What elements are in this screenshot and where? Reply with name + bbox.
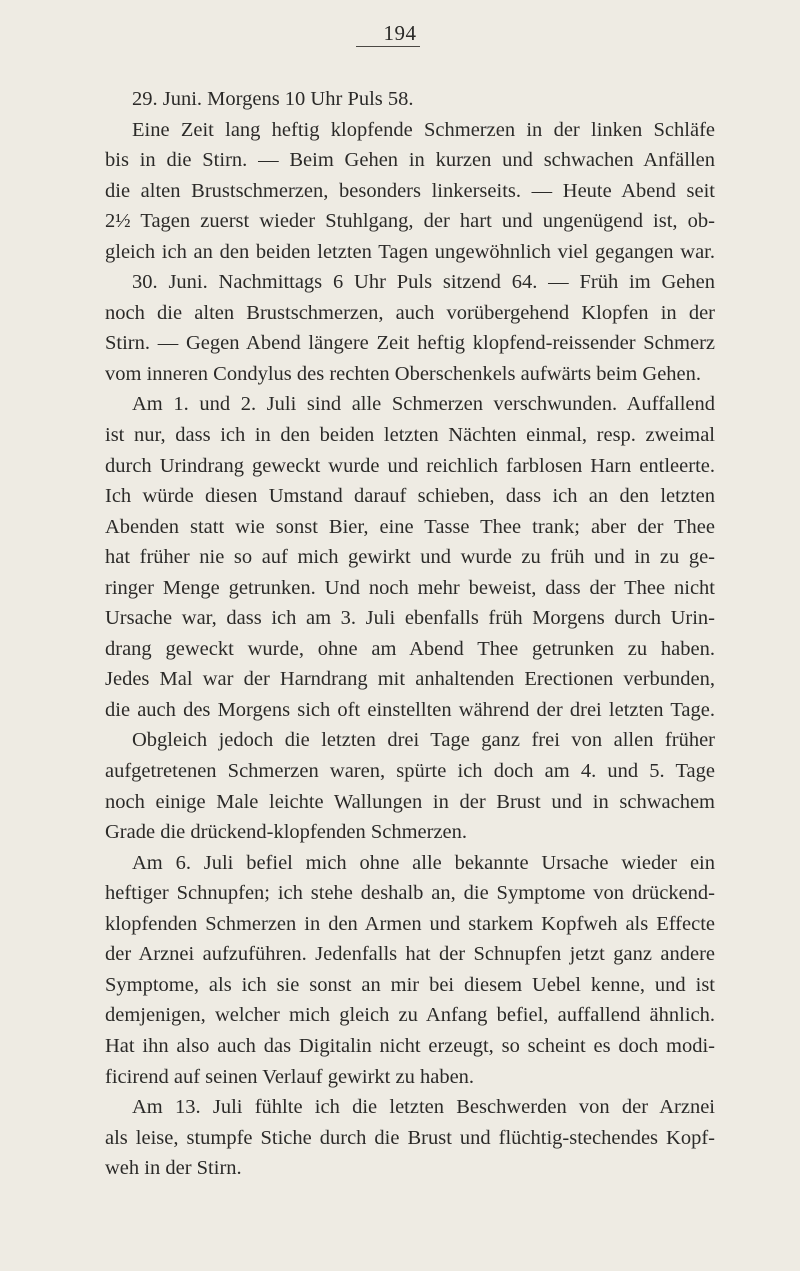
text-line: Eine Zeit lang heftig klopfende Schmerzen in der linken Schläfe — [132, 118, 715, 141]
text-line: klopfenden Schmerzen in den Armen und starkem Kopfweh als Effecte — [105, 912, 715, 935]
text-line: 2½ Tagen zuerst wieder Stuhlgang, der hart und ungenügend ist, ob- — [105, 210, 715, 233]
text-line: Stirn. — Gegen Abend längere Zeit heftig klopfend-reissender Schmerz — [105, 332, 715, 355]
text-line: noch einige Male leichte Wallungen in der Brust und in schwachem — [105, 790, 715, 813]
text-line: Jedes Mal war der Harndrang mit anhaltenden Erectionen verbunden, — [105, 668, 715, 691]
text-line: Hat ihn also auch das Digitalin nicht erzeugt, so scheint es doch modi- — [105, 1034, 715, 1057]
text-line: ringer Menge getrunken. Und noch mehr beweist, dass der Thee nicht — [105, 576, 715, 599]
text-line: Obgleich jedoch die letzten drei Tage ganz frei von allen früher — [132, 729, 715, 752]
text-line: ficirend auf seinen Verlauf gewirkt zu haben. — [105, 1065, 475, 1088]
text-line: gleich ich an den beiden letzten Tagen ungewöhnlich viel gegangen war. — [105, 240, 715, 263]
body-text — [105, 84, 715, 1184]
text-line: vom inneren Condylus des rechten Oberschenkels aufwärts beim Gehen. — [105, 362, 702, 385]
page-number: 194 — [383, 21, 417, 45]
text-line: weh in der Stirn. — [105, 1157, 242, 1180]
text-line: heftiger Schnupfen; ich stehe deshalb an, die Symptome von drückend- — [105, 882, 715, 905]
text-line: durch Urindrang geweckt wurde und reichlich farblosen Harn entleerte. — [105, 454, 715, 477]
text-line: ist nur, dass ich in den beiden letzten Nächten einmal, resp. zweimal — [105, 424, 715, 447]
text-line: demjenigen, welcher mich gleich zu Anfang befiel, auffallend ähnlich. — [105, 1004, 715, 1027]
text-line: drang geweckt wurde, ohne am Abend Thee getrunken zu haben. — [105, 637, 715, 660]
text-line: hat früher nie so auf mich gewirkt und wurde zu früh und in zu ge- — [105, 546, 715, 569]
text-line: der Arznei aufzuführen. Jedenfalls hat der Schnupfen jetzt ganz andere — [105, 943, 715, 966]
text-line: die alten Brustschmerzen, besonders linkerseits. — Heute Abend seit — [105, 179, 715, 202]
page-number-rule — [356, 46, 420, 47]
text-line: bis in die Stirn. — Beim Gehen in kurzen und schwachen Anfällen — [105, 149, 715, 172]
text-line: die auch des Morgens sich oft einstellten während der drei letzten Tage. — [105, 698, 715, 721]
text-line: 30. Juni. Nachmittags 6 Uhr Puls sitzend 64. — Früh im Gehen — [132, 271, 715, 294]
text-line: Ursache war, dass ich am 3. Juli ebenfalls früh Morgens durch Urin- — [105, 607, 715, 630]
text-line: Symptome, als ich sie sonst an mir bei diesem Uebel kenne, und ist — [105, 973, 715, 996]
text-line: Am 13. Juli fühlte ich die letzten Beschwerden von der Arznei — [132, 1096, 715, 1119]
text-line: noch die alten Brustschmerzen, auch vorübergehend Klopfen in der — [105, 301, 715, 324]
text-line: Am 6. Juli befiel mich ohne alle bekannte Ursache wieder ein — [132, 851, 715, 874]
text-line: Am 1. und 2. Juli sind alle Schmerzen verschwunden. Auffallend — [132, 393, 715, 416]
text-line: Ich würde diesen Umstand darauf schieben, dass ich an den letzten — [105, 485, 715, 508]
text-line: aufgetretenen Schmerzen waren, spürte ich doch am 4. und 5. Tage — [105, 760, 715, 783]
text-line: 29. Juni. Morgens 10 Uhr Puls 58. — [132, 88, 414, 110]
text-line: Abenden statt wie sonst Bier, eine Tasse Thee trank; aber der Thee — [105, 515, 715, 538]
text-line: als leise, stumpfe Stiche durch die Brust und flüchtig-stechendes Kopf- — [105, 1126, 715, 1149]
text-line: Grade die drückend-klopfenden Schmerzen. — [105, 821, 468, 844]
